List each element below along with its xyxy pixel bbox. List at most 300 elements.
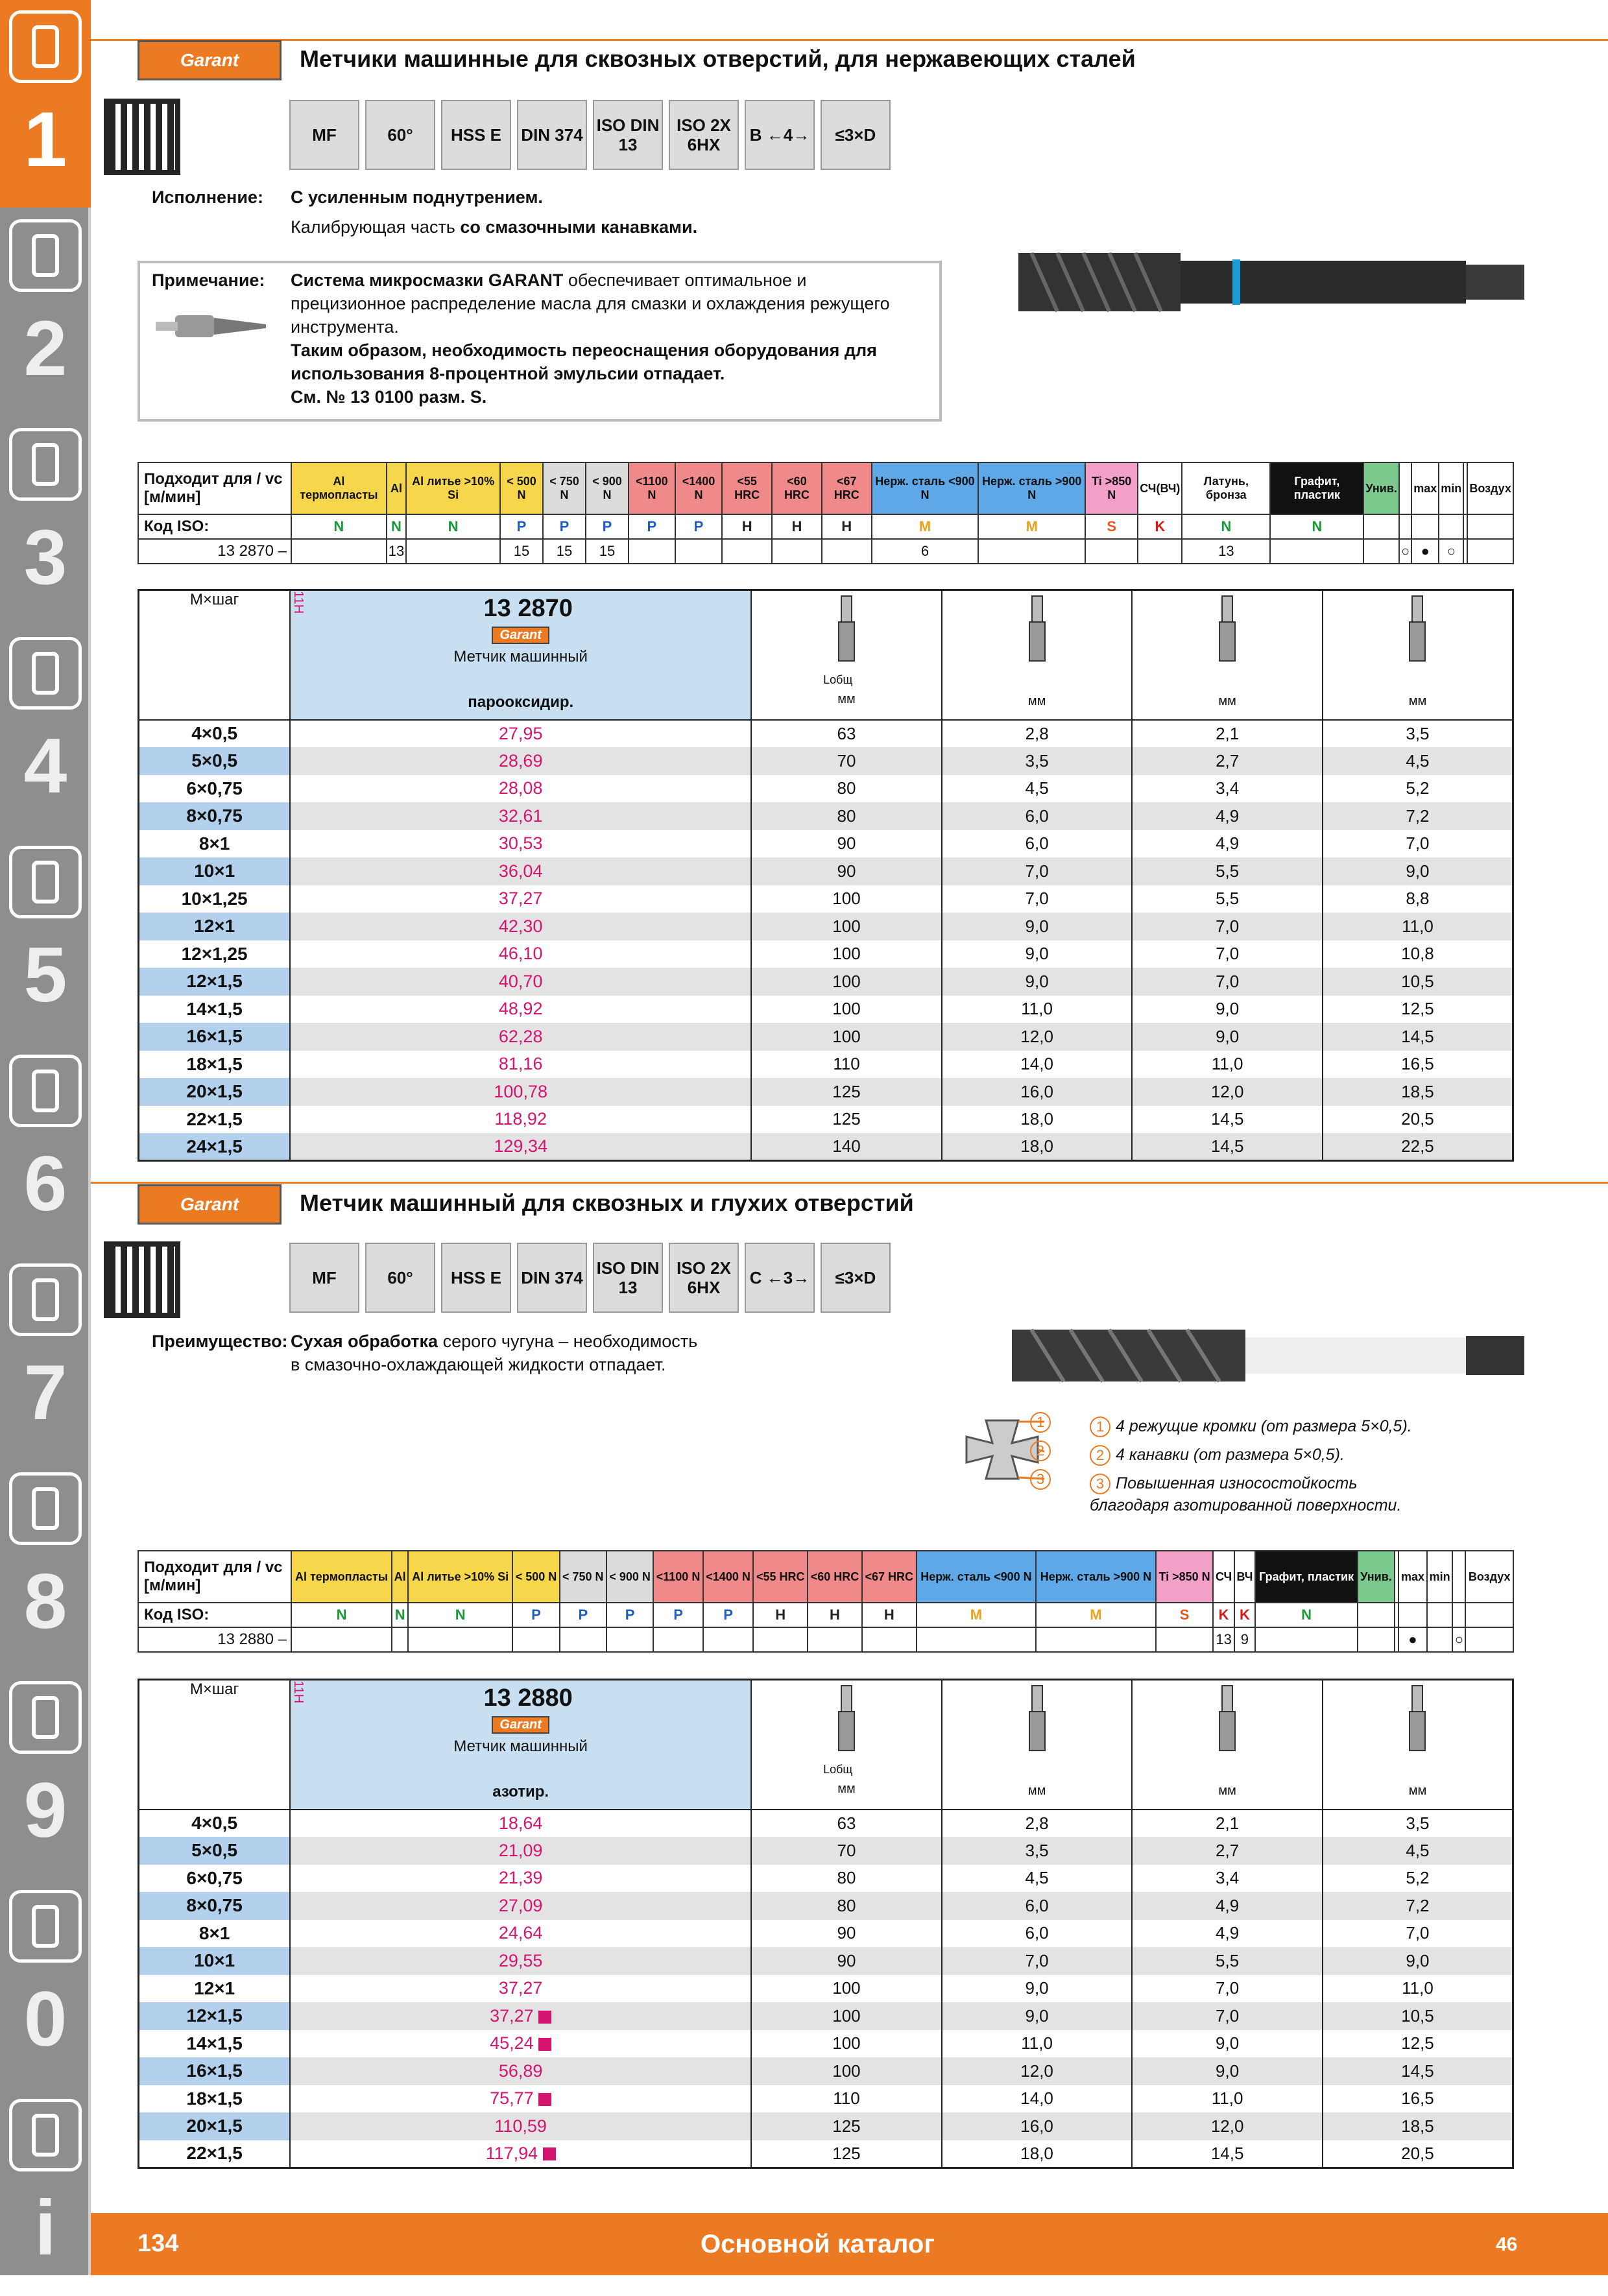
- table-row[interactable]: [139, 1892, 1513, 1920]
- row-label: 13 2870 –: [138, 539, 291, 564]
- unit-label: мм: [1218, 1784, 1236, 1798]
- chapter-tab-3[interactable]: [0, 418, 91, 625]
- square-size: 7,0: [1132, 968, 1323, 996]
- iso-code: M: [872, 514, 979, 539]
- price: 37,27: [290, 1975, 751, 2003]
- l-total-label: Lобщ: [823, 1763, 853, 1776]
- price: 21,09: [290, 1837, 751, 1865]
- drill-diameter: 7,0: [1323, 830, 1513, 858]
- standard-symbol: HSS E: [441, 100, 511, 170]
- material-header: Al термопласты: [291, 462, 387, 514]
- drill-diameter: 16,5: [1323, 1051, 1513, 1079]
- cutting-speed: 15: [543, 539, 586, 564]
- cutting-speed: [560, 1627, 606, 1652]
- shank-diameter: 9,0: [942, 1975, 1133, 2003]
- cutting-speed: [978, 539, 1085, 564]
- chapter-tab-8[interactable]: [0, 1462, 91, 1669]
- shank-diameter: 7,0: [942, 885, 1133, 913]
- material-header: Нерж. сталь >900 N: [1036, 1551, 1156, 1603]
- tool-holder-icon: [9, 428, 82, 501]
- shank-diameter: 16,0: [942, 2112, 1133, 2140]
- fits-label: Подходит для / vc [м/мин]: [138, 1551, 291, 1603]
- thread-size: 18×1,5: [139, 1051, 291, 1079]
- table-row[interactable]: [139, 857, 1513, 885]
- total-length: 125: [751, 1078, 942, 1106]
- shank-diameter: 6,0: [942, 1920, 1133, 1948]
- table-row[interactable]: [139, 1023, 1513, 1051]
- cutting-speed: [822, 539, 872, 564]
- new-item-marker: [538, 2011, 551, 2024]
- thread-size: 10×1,25: [139, 885, 291, 913]
- cutting-speed: [1270, 539, 1363, 564]
- iso-code: N: [392, 1603, 408, 1627]
- table-row[interactable]: [139, 720, 1513, 748]
- cutting-speed: ○: [1439, 539, 1463, 564]
- cutting-speed: [606, 1627, 653, 1652]
- chapter-number: 7: [23, 1349, 67, 1436]
- chapter-tab-i[interactable]: [0, 2088, 91, 2296]
- shank-diameter: 3,5: [942, 1837, 1133, 1865]
- dimension-column-header: [751, 1680, 942, 1810]
- total-length: 125: [751, 2112, 942, 2140]
- square-size: 14,5: [1132, 1106, 1323, 1134]
- chapter-number: i: [34, 2184, 56, 2271]
- thread-size: 8×0,75: [139, 1892, 291, 1920]
- material-header: Нерж. сталь <900 N: [917, 1551, 1037, 1603]
- shank-diameter: 7,0: [942, 857, 1133, 885]
- total-length: 100: [751, 2057, 942, 2085]
- unit-label: мм: [837, 692, 856, 706]
- thread-size: 20×1,5: [139, 2112, 291, 2140]
- material-header: СЧ(ВЧ): [1138, 462, 1182, 514]
- drill-diameter: 4,5: [1323, 1837, 1513, 1865]
- dimension-column-header: [1323, 590, 1513, 720]
- material-header: Al литье >10% Si: [408, 1551, 512, 1603]
- coating: азотир.: [492, 1783, 549, 1800]
- cabinet-icon: [9, 1681, 82, 1754]
- table-row[interactable]: [139, 996, 1513, 1023]
- square-size: 2,1: [1132, 1810, 1323, 1837]
- total-length: 100: [751, 940, 942, 968]
- table-row[interactable]: [139, 968, 1513, 996]
- iso-code: [1363, 514, 1399, 539]
- iso-code: K: [1213, 1603, 1234, 1627]
- iso-code: N: [291, 514, 387, 539]
- chapter-tab-2[interactable]: [0, 209, 91, 416]
- square-size: 12,0: [1132, 2112, 1323, 2140]
- shank-diameter: 14,0: [942, 1051, 1133, 1079]
- feature-number: 2: [1090, 1445, 1110, 1466]
- cutting-speed: 9: [1234, 1627, 1255, 1652]
- square-size: 11,0: [1132, 1051, 1323, 1079]
- material-header: < 750 N: [560, 1551, 606, 1603]
- table-row[interactable]: [139, 1133, 1513, 1161]
- total-length: 70: [751, 747, 942, 775]
- price: 27,09: [290, 1892, 751, 1920]
- cutting-speed: 13: [1182, 539, 1270, 564]
- material-header: < 900 N: [586, 462, 629, 514]
- thread-size: 18×1,5: [139, 2085, 291, 2113]
- table-row[interactable]: [139, 747, 1513, 775]
- iso-code: K: [1138, 514, 1182, 539]
- total-length: 140: [751, 1133, 942, 1161]
- fits-label: Подходит для / vc [м/мин]: [138, 462, 291, 514]
- shank-diameter: 6,0: [942, 1892, 1133, 1920]
- col-size-header: M×шаг: [139, 1680, 291, 1810]
- shank-diameter: 4,5: [942, 1865, 1133, 1893]
- cutting-speed: [1465, 1627, 1513, 1652]
- table-row[interactable]: [139, 830, 1513, 858]
- price: 40,70: [290, 968, 751, 996]
- iso-code: N: [406, 514, 500, 539]
- section-rule: [91, 39, 1608, 41]
- material-header: СЧ: [1213, 1551, 1234, 1603]
- iso-code: P: [675, 514, 723, 539]
- drill-diameter: 10,8: [1323, 940, 1513, 968]
- square-size: 11,0: [1132, 2085, 1323, 2113]
- cutting-speed: [917, 1627, 1037, 1652]
- table-row[interactable]: [139, 802, 1513, 830]
- square-size: 7,0: [1132, 1975, 1323, 2003]
- total-length: 70: [751, 1837, 942, 1865]
- chapter-tab-7[interactable]: [0, 1253, 91, 1461]
- cutting-speed: [291, 539, 387, 564]
- thread-size: 12×1,5: [139, 2002, 291, 2030]
- catalog-title: Основной каталог: [701, 2230, 935, 2258]
- iso-code: P: [500, 514, 543, 539]
- drill-diameter: 7,0: [1323, 1920, 1513, 1948]
- iso-code: P: [543, 514, 586, 539]
- iso-code: P: [586, 514, 629, 539]
- dimension-column-header: [942, 1680, 1133, 1810]
- table-row[interactable]: [139, 775, 1513, 803]
- cutting-speed: [772, 539, 822, 564]
- iso-code: N: [1270, 514, 1363, 539]
- section-rule: [91, 1182, 1608, 1184]
- shank-diameter: 9,0: [942, 2002, 1133, 2030]
- shank-diameter: 12,0: [942, 1023, 1133, 1051]
- total-length: 80: [751, 775, 942, 803]
- l-total-label: Lобщ: [823, 673, 853, 686]
- chapter-tab-1[interactable]: [0, 0, 91, 208]
- coating: парооксидир.: [468, 693, 574, 711]
- total-length: 80: [751, 1892, 942, 1920]
- drill-icon: [9, 10, 82, 83]
- caliper-icon: [9, 637, 82, 710]
- catalog-page-ref: 46: [1496, 2234, 1518, 2255]
- material-header: Графит, пластик: [1270, 462, 1363, 514]
- cutting-speed: [392, 1627, 408, 1652]
- price: 21,39: [290, 1865, 751, 1893]
- thread-size: 10×1: [139, 857, 291, 885]
- iso-code: H: [808, 1603, 862, 1627]
- thread-size: 12×1: [139, 913, 291, 940]
- iso-code: [1439, 514, 1463, 539]
- table-row[interactable]: [139, 1078, 1513, 1106]
- table-row[interactable]: [139, 1810, 1513, 1837]
- price: 42,30: [290, 913, 751, 940]
- material-header: Унив.: [1358, 1551, 1395, 1603]
- chapter-number: 1: [23, 96, 67, 183]
- standard-symbol: DIN 374: [517, 100, 587, 170]
- table-row[interactable]: [139, 2030, 1513, 2058]
- table-row[interactable]: [139, 2002, 1513, 2030]
- standard-symbol: ISO 2X 6HX: [669, 100, 739, 170]
- square-size: 2,7: [1132, 747, 1323, 775]
- feature-list: [1090, 1415, 1440, 1523]
- square-size: 5,5: [1132, 885, 1323, 913]
- material-header: Al: [392, 1551, 408, 1603]
- square-size: 4,9: [1132, 802, 1323, 830]
- shank-diameter: 11,0: [942, 996, 1133, 1023]
- table-row[interactable]: [139, 885, 1513, 913]
- square-size: 4,9: [1132, 1892, 1323, 1920]
- garant-logo: Garant: [138, 1184, 282, 1225]
- price: 32,61: [290, 802, 751, 830]
- total-length: 110: [751, 1051, 942, 1079]
- cutting-speed: [629, 539, 675, 564]
- iso-code: K: [1234, 1603, 1255, 1627]
- total-length: 100: [751, 968, 942, 996]
- table-row[interactable]: [139, 2057, 1513, 2085]
- product-name: Метчик машинный: [453, 1738, 588, 1755]
- product-name: Метчик машинный: [453, 648, 588, 665]
- square-size: 4,9: [1132, 830, 1323, 858]
- table-row[interactable]: [139, 2140, 1513, 2168]
- cutting-speed: ○: [1452, 1627, 1465, 1652]
- material-header: Воздух: [1467, 462, 1513, 514]
- drill-diameter: 9,0: [1323, 857, 1513, 885]
- page-number: 134: [138, 2230, 179, 2257]
- total-length: 90: [751, 830, 942, 858]
- cutting-speed: [675, 539, 723, 564]
- cutting-speed: ○: [1399, 539, 1411, 564]
- thread-size: 8×1: [139, 1920, 291, 1948]
- standard-symbol: ISO DIN 13: [593, 100, 663, 170]
- chapter-number: 4: [23, 723, 67, 809]
- price: 129,34: [290, 1133, 751, 1161]
- chapter-number: 0: [23, 1976, 67, 2063]
- thread-size: 22×1,5: [139, 2140, 291, 2168]
- material-header: Al литье >10% Si: [406, 462, 500, 514]
- chapter-tab-9[interactable]: [0, 1671, 91, 1878]
- advantage-text: Сухая обработка серого чугуна – необходимость в смазочно-охлаждающей жидкости отпадает.: [291, 1332, 698, 1374]
- qr-code[interactable]: [104, 1241, 180, 1318]
- material-header: <1400 N: [675, 462, 723, 514]
- standard-symbol: ISO 2X 6HX: [669, 1243, 739, 1313]
- material-table: [138, 462, 1514, 564]
- cutting-speed: [408, 1627, 512, 1652]
- shank-diameter: 9,0: [942, 968, 1133, 996]
- total-length: 100: [751, 1023, 942, 1051]
- chapter-tab-0[interactable]: [0, 1880, 91, 2087]
- table-row[interactable]: [139, 940, 1513, 968]
- material-header: < 500 N: [512, 1551, 559, 1603]
- standard-symbol: HSS E: [441, 1243, 511, 1313]
- iso-code: N: [1182, 514, 1270, 539]
- dimension-column-header: [1132, 590, 1323, 720]
- thread-size: 14×1,5: [139, 2030, 291, 2058]
- iso-code: M: [1036, 1603, 1156, 1627]
- garant-logo: Garant: [492, 627, 549, 644]
- standard-symbol: C ←3→: [745, 1243, 815, 1313]
- iso-code: [1411, 514, 1439, 539]
- square-size: 5,5: [1132, 857, 1323, 885]
- info-icon: [9, 2099, 82, 2171]
- price: 37,27: [290, 885, 751, 913]
- total-length: 100: [751, 885, 942, 913]
- thread-size: 12×1: [139, 1975, 291, 2003]
- drill-diameter: 9,0: [1323, 1947, 1513, 1975]
- table-row[interactable]: [139, 1051, 1513, 1079]
- thread-size: 5×0,5: [139, 1837, 291, 1865]
- standard-symbol: 60°: [365, 1243, 435, 1313]
- thread-size: 5×0,5: [139, 747, 291, 775]
- material-header: Ti >850 N: [1156, 1551, 1214, 1603]
- qr-code[interactable]: [104, 99, 180, 175]
- table-row[interactable]: [139, 1837, 1513, 1865]
- standard-symbol: B ←4→: [745, 100, 815, 170]
- material-header: min: [1427, 1551, 1453, 1603]
- drill-diameter: 3,5: [1323, 1810, 1513, 1837]
- chapter-tab-6[interactable]: [0, 1044, 91, 1252]
- new-item-marker: [538, 2038, 551, 2051]
- tap-image: [1018, 246, 1524, 321]
- drill-diameter: 16,5: [1323, 2085, 1513, 2113]
- iso-code: [1465, 1603, 1513, 1627]
- square-size: 7,0: [1132, 940, 1323, 968]
- table-row[interactable]: [139, 1106, 1513, 1134]
- price: 62,28: [290, 1023, 751, 1051]
- price: 36,04: [290, 857, 751, 885]
- section-title: Метчик машинный для сквозных и глухих отверстий: [300, 1190, 914, 1216]
- drill-diameter: 8,8: [1323, 885, 1513, 913]
- cutting-speed: [1156, 1627, 1214, 1652]
- square-size: 14,5: [1132, 2140, 1323, 2168]
- drill-diameter: 12,5: [1323, 2030, 1513, 2058]
- total-length: 125: [751, 1106, 942, 1134]
- tolerance-class: 11H: [291, 591, 306, 614]
- iso-code: N: [291, 1603, 392, 1627]
- standard-symbol: ≤3×D: [821, 100, 891, 170]
- square-size: 5,5: [1132, 1947, 1323, 1975]
- shank-diameter: 6,0: [942, 830, 1133, 858]
- material-header: Нерж. сталь <900 N: [872, 462, 979, 514]
- cutting-speed: [291, 1627, 392, 1652]
- safety-goggles-icon: [9, 1890, 82, 1963]
- shank-diameter: 16,0: [942, 1078, 1133, 1106]
- chapter-sidebar: [0, 0, 91, 2275]
- drill-diameter: 22,5: [1323, 1133, 1513, 1161]
- product-code: 13 2880: [483, 1684, 573, 1712]
- total-length: 90: [751, 857, 942, 885]
- total-length: 63: [751, 720, 942, 748]
- product-table: [138, 589, 1514, 1162]
- total-length: 100: [751, 996, 942, 1023]
- chapter-number: 8: [23, 1558, 67, 1645]
- dimension-column-header: [942, 590, 1133, 720]
- material-header: < 750 N: [543, 462, 586, 514]
- table-row[interactable]: [139, 1920, 1513, 1948]
- cutting-speed: [1363, 539, 1399, 564]
- table-row[interactable]: [139, 1865, 1513, 1893]
- table-row[interactable]: [139, 2112, 1513, 2140]
- table-row[interactable]: [139, 913, 1513, 940]
- shank-diameter: 7,0: [942, 1947, 1133, 1975]
- material-header: Унив.: [1363, 462, 1399, 514]
- feature-item: 2 4 канавки (от размера 5×0,5).: [1090, 1444, 1440, 1466]
- square-size: 9,0: [1132, 1023, 1323, 1051]
- cutting-speed: ●: [1398, 1627, 1427, 1652]
- price: 18,64: [290, 1810, 751, 1837]
- total-length: 100: [751, 2030, 942, 2058]
- thread-size: 6×0,75: [139, 775, 291, 803]
- material-header: max: [1411, 462, 1439, 514]
- iso-code: S: [1156, 1603, 1214, 1627]
- cutting-speed: [1138, 539, 1182, 564]
- feature-item: 1 4 режущие кромки (от размера 5×0,5).: [1090, 1415, 1440, 1437]
- total-length: 100: [751, 913, 942, 940]
- standard-symbol: MF: [289, 100, 359, 170]
- table-row[interactable]: [139, 2085, 1513, 2113]
- pliers-icon: [9, 1263, 82, 1336]
- unit-label: мм: [1027, 1784, 1046, 1798]
- ispolnenie-label: Исполнение:: [152, 187, 263, 207]
- grinding-disc-icon: [9, 846, 82, 918]
- unit-label: мм: [1218, 694, 1236, 708]
- table-row[interactable]: [139, 1975, 1513, 2003]
- price: 117,94: [290, 2140, 751, 2168]
- shank-diameter: 18,0: [942, 1133, 1133, 1161]
- material-header: Воздух: [1465, 1551, 1513, 1603]
- chapter-tab-4[interactable]: [0, 627, 91, 834]
- material-header: Графит, пластик: [1255, 1551, 1358, 1603]
- iso-code: P: [560, 1603, 606, 1627]
- unit-label: мм: [1027, 694, 1046, 708]
- cutting-speed: 15: [586, 539, 629, 564]
- thread-size: 12×1,25: [139, 940, 291, 968]
- thread-size: 6×0,75: [139, 1865, 291, 1893]
- chapter-tab-5[interactable]: [0, 835, 91, 1043]
- cutting-speed: [512, 1627, 559, 1652]
- iso-label: Код ISO:: [138, 1603, 291, 1627]
- square-size: 9,0: [1132, 996, 1323, 1023]
- iso-code: H: [822, 514, 872, 539]
- material-header: Нерж. сталь >900 N: [978, 462, 1085, 514]
- cutting-speed: [1427, 1627, 1453, 1652]
- product-header: [290, 1680, 751, 1810]
- section-title: Метчики машинные для сквозных отверстий, для нержавеющих сталей: [300, 45, 1136, 72]
- dimension-column-header: [1132, 1680, 1323, 1810]
- material-header: [1452, 1551, 1465, 1603]
- iso-code: M: [978, 514, 1085, 539]
- material-header: ВЧ: [1234, 1551, 1255, 1603]
- material-header: Al: [387, 462, 406, 514]
- drill-diameter: 11,0: [1323, 913, 1513, 940]
- table-row[interactable]: [139, 1947, 1513, 1975]
- material-header: <67 HRC: [862, 1551, 917, 1603]
- iso-code: S: [1085, 514, 1138, 539]
- cutting-speed: [862, 1627, 917, 1652]
- thread-size: 24×1,5: [139, 1133, 291, 1161]
- cutting-speed: [703, 1627, 754, 1652]
- cutting-speed: [1358, 1627, 1395, 1652]
- iso-code: P: [703, 1603, 754, 1627]
- drill-diameter: 7,2: [1323, 802, 1513, 830]
- drill-diameter: 20,5: [1323, 1106, 1513, 1134]
- material-header: <60 HRC: [808, 1551, 862, 1603]
- square-size: 7,0: [1132, 913, 1323, 940]
